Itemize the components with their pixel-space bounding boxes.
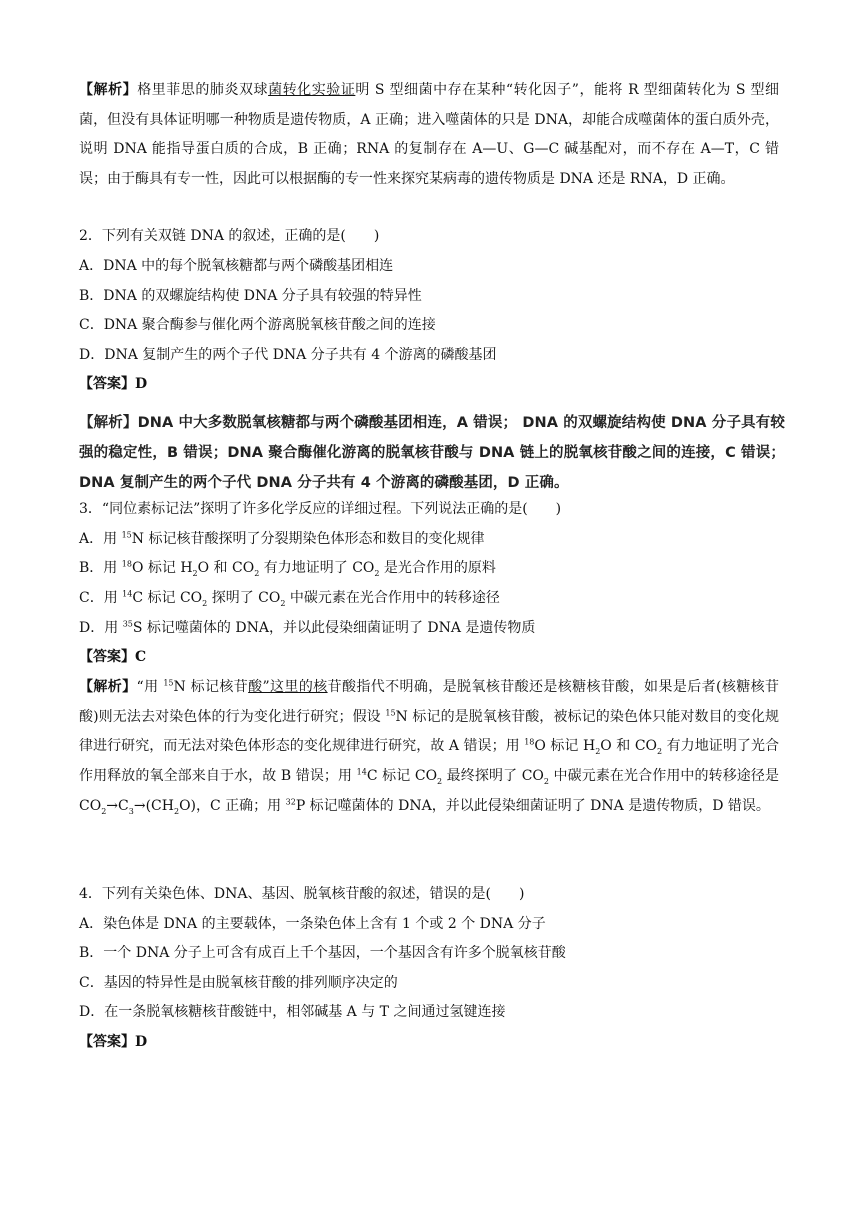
q2-option-c: C．DNA 聚合酶参与催化两个游离脱氧核苷酸之间的连接 [79, 317, 436, 333]
q2-answer: 【答案】D [79, 376, 148, 392]
q2-option-a: A．DNA 中的每个脱氧核糖都与两个磷酸基团相连 [79, 258, 394, 274]
explanation-text: 明 S 型细菌中存在某种“转化因子”，能将 R 型细菌转化为 S 型细菌，但没有具体证明哪一种物质是遗传物质，A 正确；进入噬菌体的只是 DNA，却能合成噬菌体的蛋白质外壳，说明 DNA 能指导蛋白质的合成，B 正确；RNA 的复制存在 A—U、G—C 碱基配对，而不存在 A—T，C 错误；由于酶具有专一性，因此可以根据酶的专一性来探究某病毒的遗传物质是 DNA 还是 RNA，D 正确。 [79, 82, 780, 188]
q4-answer: 【答案】D [79, 1034, 148, 1050]
q4-option-d: D．在一条脱氧核糖核苷酸链中，相邻碱基 A 与 T 之间通过氢键连接 [79, 1004, 506, 1020]
q1-explanation [79, 76, 779, 195]
q3-answer: 【答案】C [79, 649, 147, 665]
explanation-text: 格里菲思的肺炎双球 [137, 82, 269, 98]
q3-option-c: C．用 $^{14}$C 标记 $CO_2$ 探明了 $CO_2$ 中碳元素在光合作用中的转移途径 [79, 589, 500, 608]
q2-explanation: 【解析】DNA 中大多数脱氧核糖都与两个磷酸基团相连，A 错误； DNA 的双螺旋结构使 DNA 分子具有较强的稳定性，B 错误；DNA 聚合酶催化游离的脱氧核苷酸与 DNA 链上的脱氧核苷酸之间的连接，C 错误；DNA 复制产生的两个子代 DNA 分子共有 4 个游离的磷酸基团，D 正确。 [79, 415, 785, 491]
explanation-tag: 【解析】 [79, 82, 138, 98]
q3-option-b: B．用 $^{18}$O 标记 $H_2O$ 和 $CO_2$ 有力地证明了 $CO_2$ 是光合作用的原料 [79, 559, 496, 578]
q4-option-a: A．染色体是 DNA 的主要载体，一条染色体上含有 1 个或 2 个 DNA 分子 [79, 916, 546, 932]
q2-option-b: B．DNA 的双螺旋结构使 DNA 分子具有较强的特异性 [79, 288, 422, 304]
q3-option-a: A．用 $^{15}$N 标记核苷酸探明了分裂期染色体形态和数目的变化规律 [79, 530, 485, 547]
q2-stem: 2．下列有关双链 DNA 的叙述，正确的是( ) [79, 228, 380, 244]
underlined-text: 酸”这里的核 [248, 679, 328, 695]
q4-stem: 4．下列有关染色体、DNA、基因、脱氧核苷酸的叙述，错误的是( ) [79, 886, 525, 902]
q3-stem: 3．“同位素标记法”探明了许多化学反应的详细过程。下列说法正确的是( ) [79, 501, 562, 517]
explanation-tag: 【解析】 [79, 679, 137, 695]
q3-explanation: 【解析】“用 $^{15}$N 标记核苷酸”这里的核苷酸指代不明确，是脱氧核苷酸还是核糖核苷酸，如果是后者(核糖核苷酸)则无法去对染色体的行为变化进行研究；假设 $^{15}$N 标记的是脱氧核苷酸，被标记的染色体只能对数目的变化规律进行研究，而无法对染色体形态的变化规律进行研究，故 A 错误；用 $^{18}$O 标记 $H_2O$ 和 $CO_2$ 有力地证明了光合作用释放的氧全部来自于水，故 B 错误；用 $^{14}$C 标记 $CO_2$ 最终探明了 $CO_2$ 中碳元素在光合作用中的转移途径是 $CO_2\to C_3\to(CH_2O)$，C 正确；用 $^{32}$P 标记噬菌体的 DNA，并以此侵染细菌证明了 DNA 是遗传物质，D 错误。 [79, 678, 779, 816]
q2-option-d: D．DNA 复制产生的两个子代 DNA 分子共有 4 个游离的磷酸基团 [79, 347, 497, 363]
q3-option-d: D．用 $^{35}$S 标记噬菌体的 DNA，并以此侵染细菌证明了 DNA 是遗传物质 [79, 619, 536, 636]
q4-option-c: C．基因的特异性是由脱氧核苷酸的排列顺序决定的 [79, 975, 398, 991]
underlined-text: 菌转化实验证 [268, 82, 356, 98]
q4-option-b: B．一个 DNA 分子上可含有成百上千个基因，一个基因含有许多个脱氧核苷酸 [79, 945, 566, 961]
